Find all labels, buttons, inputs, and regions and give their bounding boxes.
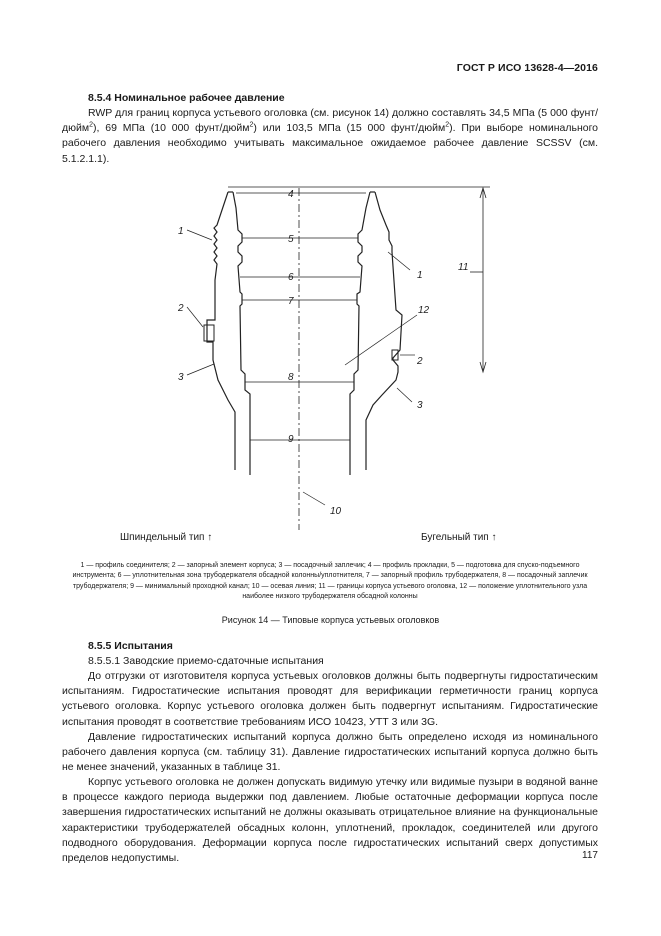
callout-4: 4 (288, 189, 294, 200)
section-title-855: 8.5.5 Испытания (88, 640, 173, 652)
callout-6: 6 (288, 272, 294, 283)
wellhead-housing-figure (0, 180, 661, 550)
figure-caption: Рисунок 14 — Типовые корпуса устьевых оголовков (221, 615, 440, 625)
rwp-text-2: ), 69 МПа (10 000 фунт/дюйм (93, 122, 250, 135)
callout-10: 10 (330, 506, 342, 517)
right-outer-profile (366, 192, 402, 470)
hub-type-label: Бугельный тип ↑ (421, 532, 497, 543)
figure-legend: 1 — профиль соединителя; 2 — запорный элемент корпуса; 3 — посадочный заплечик; 4 — профиль прокладки, 5 — подготовка для спуско-подъемного инструмента; 6 — уплотнительная зона трубодержателя обсадной колонны/уплотнителя, 7 — запорный профиль трубодержателя, 8 — посадочный заплечик трубодержателя; 9 — минимальный проходной канал; 10 — осевая линия; 11 — границы корпуса устьевого оголовка, 12 — положение уплотнительного узла наиболее низкого трубодержателя обсадной колонны (72, 562, 588, 600)
callout-1-left: 1 (178, 226, 184, 237)
rwp-text-1: RWP для границ корпуса устьевого оголовка (см. рисунок 14) должно составлять 34,5 МПа (5 000 фунт/дюйм (62, 107, 598, 135)
section-title-854: 8.5.4 Номинальное рабочее давление (88, 92, 285, 104)
paragraph-3: Корпус устьевого оголовка не должен допускать видимую утечку или видимые пузыри в водяной ванне в процессе каждого периода выдержки под давлением. Любые остаточные деформации корпуса после завершения гидростатических испытаний не должны оказывать отрицательное влияние на функциональные характеристики трубодержателей обсадных колонн, уплотнений, прокладок, соединителей или другого подводного оборудования. Деформации корпуса после гидростатических испытаний сверх допустимых пределов недопустимы. (62, 776, 598, 865)
callout-2-left: 2 (178, 303, 184, 314)
callout-7: 7 (288, 296, 294, 307)
superscript: 2 (249, 121, 254, 129)
page-number: 117 (582, 850, 598, 861)
callout-11: 11 (458, 262, 469, 273)
rwp-text-3: ) или 103,5 МПа (15 000 фунт/дюйм (253, 122, 446, 135)
callout-8: 8 (288, 372, 294, 383)
left-outer-profile (207, 192, 235, 470)
superscript: 2 (445, 121, 450, 129)
section-854-text (62, 106, 598, 167)
callout-2-right: 2 (417, 356, 423, 367)
document-header: ГОСТ Р ИСО 13628-4—2016 (456, 62, 598, 74)
right-inner-bore (350, 192, 370, 475)
callout-3-left: 3 (178, 372, 184, 383)
superscript: 2 (89, 121, 93, 129)
rwp-text-4: ). При выборе номинального рабочего давления необходимо учитывать максимальное ожидаемое рабочее давление SCSSV (см. 5.1.2.1.1). (62, 122, 599, 165)
callout-5: 5 (288, 234, 294, 245)
callout-3-right: 3 (417, 400, 423, 411)
callout-9: 9 (288, 434, 294, 445)
section-subtitle-8551: 8.5.5.1 Заводские приемо-сдаточные испытания (88, 655, 324, 667)
paragraph-2: Давление гидростатических испытаний корпуса должно быть определено исходя из номинального рабочего давления корпуса (см. таблицу 31). Давление гидростатических испытаний корпуса должно быть не менее значений, указанных в таблице 31. (62, 731, 598, 774)
paragraph-1: До отгрузки от изготовителя корпуса устьевых оголовков должны быть подвергнуты гидростатическим испытаниям. Гидростатические испытания проводят для верификации герметичности границ корпуса устьевого оголовка. Корпус устьевого оголовка должен быть подвергнут испытаниям. Гидростатические испытания проводят в соответствие требованиям ИСО 10423, УТТ 3 или 3G. (62, 670, 598, 728)
callout-12: 12 (418, 305, 430, 316)
left-lock-element (204, 325, 214, 341)
spindle-type-label: Шпиндельный тип ↑ (120, 532, 213, 543)
callout-1-right: 1 (417, 270, 423, 281)
